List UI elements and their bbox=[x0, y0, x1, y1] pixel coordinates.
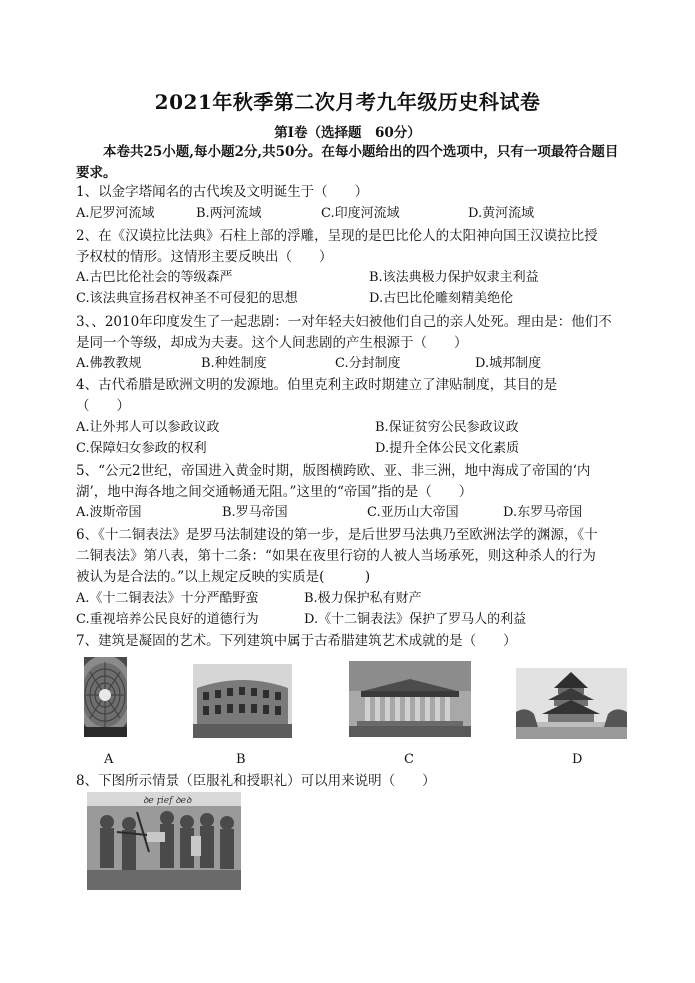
question-7-image-c bbox=[349, 661, 471, 737]
question-8-stem: 8、下图所示情景（臣服礼和授职礼）可以用来说明（ ） bbox=[76, 773, 436, 789]
question-4-option-a: A.让外邦人可以参政议政 bbox=[76, 420, 220, 435]
question-3-stem-line2: 是同一个等级，却成为夫妻。这个人间悲剧的产生根源于（ ） bbox=[76, 335, 468, 351]
question-1-stem: 1、以金字塔闻名的古代埃及文明诞生于（ ） bbox=[76, 184, 369, 200]
question-5-option-c: C.亚历山大帝国 bbox=[367, 505, 459, 520]
question-6-stem-line2: 二铜表法》第八表，第十二条：“如果在夜里行窃的人被人当场承死，则这种杀人的行为 bbox=[76, 548, 596, 564]
question-3-option-d: D.城邦制度 bbox=[475, 356, 542, 371]
question-7-image-d bbox=[516, 668, 627, 739]
question-4-option-b: B.保证贫穷公民参政议政 bbox=[375, 420, 519, 435]
question-3-option-c: C.分封制度 bbox=[335, 356, 401, 371]
question-1-option-a: A.尼罗河流域 bbox=[76, 206, 155, 221]
question-7-caption-c: C bbox=[404, 752, 414, 767]
question-1-option-d: D.黄河流域 bbox=[468, 206, 535, 221]
question-3-option-a: A.佛教教规 bbox=[76, 356, 142, 371]
question-2-option-b: B.该法典极力保护奴隶主利益 bbox=[369, 270, 539, 285]
parthenon-image bbox=[349, 661, 471, 737]
question-7-image-b bbox=[193, 664, 292, 738]
question-2-option-a: A.古巴比伦社会的等级森严 bbox=[76, 270, 233, 285]
section-heading: 第Ⅰ卷（选择题 60分） bbox=[274, 125, 421, 141]
question-6-option-b: B.极力保护私有财产 bbox=[304, 591, 422, 606]
question-3-stem-line1: 3、、2010年印度发生了一起悲剧：一对年轻夫妇被他们自己的亲人处死。理由是：他们不 bbox=[76, 314, 612, 330]
exam-title: 2021年秋季第二次月考九年级历史科试卷 bbox=[154, 90, 541, 114]
question-2-option-d: D.古巴比伦雕刻精美绝伦 bbox=[369, 291, 514, 306]
question-6-option-a: A.《十二铜表法》十分严酷野蛮 bbox=[76, 591, 259, 606]
question-1-option-c: C.印度河流域 bbox=[321, 206, 400, 221]
question-8-image-homage-ceremony bbox=[87, 792, 241, 890]
question-3-option-b: B.种姓制度 bbox=[201, 356, 267, 371]
temple-of-heaven-image bbox=[516, 668, 627, 739]
question-7-caption-a: A bbox=[104, 752, 114, 767]
question-7-stem: 7、建筑是凝固的艺术。下列建筑中属于古希腊建筑艺术成就的是（ ） bbox=[76, 633, 517, 649]
question-8-image-text: ꝺe ꝼief ꝺeꝺ bbox=[143, 796, 192, 806]
question-5-stem-line1: 5、“公元2世纪，帝国进入黄金时期，版图横跨欧、亚、非三洲，地中海成了帝国的‘内 bbox=[76, 463, 591, 479]
question-7-image-a bbox=[84, 657, 127, 737]
question-6-stem-line1: 6、《十二铜表法》是罗马法制建设的第一步，是后世罗马法典乃至欧洲法学的渊源，《十 bbox=[76, 527, 598, 543]
instructions: 本卷共25小题,每小题2分,共50分。在每小题给出的四个选项中，只有一项最符合题目要求。 bbox=[76, 144, 619, 181]
question-5-option-d: D.东罗马帝国 bbox=[503, 505, 583, 520]
question-2-stem-line1: 2、在《汉谟拉比法典》石柱上部的浮雕，呈现的是巴比伦人的太阳神向国王汉谟拉比授 bbox=[76, 228, 598, 244]
question-5-option-b: B.罗马帝国 bbox=[222, 505, 288, 520]
question-4-stem-line1: 4、古代希腊是欧洲文明的发源地。伯里克利主政时期建立了津贴制度，其目的是 bbox=[76, 377, 558, 393]
colosseum-image bbox=[193, 664, 292, 738]
question-6-option-d: D.《十二铜表法》保护了罗马人的利益 bbox=[304, 612, 527, 627]
question-6-option-c: C.重视培养公民良好的道德行为 bbox=[76, 612, 259, 627]
dome-interior-image bbox=[84, 657, 127, 737]
question-2-option-c: C.该法典宣扬君权神圣不可侵犯的思想 bbox=[76, 291, 298, 306]
question-4-stem-line2: （ ） bbox=[76, 398, 130, 414]
question-7-caption-b: B bbox=[236, 752, 246, 767]
question-5-stem-line2: 湖’，地中海各地之间交通畅通无阻。”这里的“帝国”指的是（ ） bbox=[76, 484, 473, 500]
question-6-stem-line3: 被认为是合法的。”以上规定反映的实质是( ) bbox=[76, 569, 371, 585]
medieval-homage-image bbox=[87, 792, 241, 890]
question-4-option-c: C.保障妇女参政的权利 bbox=[76, 441, 207, 456]
question-7-caption-d: D bbox=[572, 752, 583, 767]
question-4-option-d: D.提升全体公民文化素质 bbox=[375, 441, 520, 456]
question-2-stem-line2: 予权杖的情形。这情形主要反映出（ ） bbox=[76, 249, 333, 265]
question-5-option-a: A.波斯帝国 bbox=[76, 505, 142, 520]
question-1-option-b: B.两河流域 bbox=[196, 206, 262, 221]
